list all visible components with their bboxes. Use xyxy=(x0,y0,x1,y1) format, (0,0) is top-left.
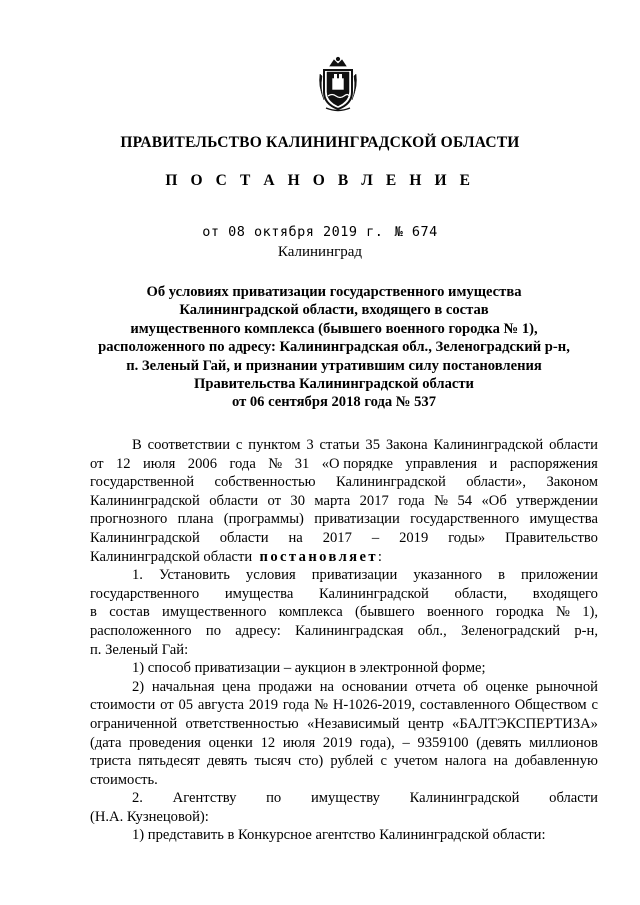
word: продажи xyxy=(258,678,313,695)
word: года xyxy=(398,492,425,509)
paragraph-line xyxy=(90,622,598,641)
word: (девять xyxy=(476,734,522,751)
word: распоряжения xyxy=(509,455,598,472)
coat-of-arms-icon xyxy=(316,56,360,112)
subject-line: от 06 сентября 2018 года № 537 xyxy=(231,394,437,411)
word: приложении xyxy=(520,567,598,584)
word: р-н, xyxy=(574,622,598,639)
document-number: № 674 xyxy=(394,224,438,240)
word: 1), xyxy=(582,604,598,621)
word: Н-1026-2019, xyxy=(332,697,416,714)
word: оценки xyxy=(208,734,253,751)
word: области xyxy=(549,437,598,453)
word: комплекса xyxy=(278,604,343,621)
word: области xyxy=(209,492,259,509)
word: от xyxy=(160,697,174,714)
text-fragment: : xyxy=(377,548,382,565)
word: области xyxy=(219,529,269,546)
word: триста xyxy=(90,753,132,770)
paragraph-line xyxy=(90,789,598,808)
word: 2019 xyxy=(322,734,353,751)
word: Установить xyxy=(158,567,230,584)
word: от xyxy=(90,455,104,472)
word: 9359100 xyxy=(417,734,469,751)
word: области», xyxy=(466,474,526,491)
government-title: ПРАВИТЕЛЬСТВО КАЛИНИНГРАДСКОЙ ОБЛАСТИ xyxy=(120,134,520,151)
word: 31 xyxy=(294,455,310,472)
word: Зеленоградский xyxy=(461,622,561,639)
paragraph-line xyxy=(90,734,598,753)
word: адресу: xyxy=(235,622,281,639)
word: начальная xyxy=(151,678,215,695)
word: тысяч xyxy=(254,753,292,770)
paragraph-line xyxy=(90,436,598,455)
text-fragment: 1) представить в Конкурсное агентство Калининградской области: xyxy=(132,827,546,844)
word: Калининградской xyxy=(335,474,446,491)
word: июля xyxy=(142,455,176,472)
word: 05 xyxy=(178,697,194,714)
word: условия xyxy=(245,567,296,584)
word: ограниченной xyxy=(90,715,178,732)
word: указанного xyxy=(413,567,483,584)
word: 54 xyxy=(457,492,473,509)
word: налога xyxy=(444,753,487,770)
word: № xyxy=(555,604,570,621)
document-date-line xyxy=(0,224,640,241)
word: 30 xyxy=(290,492,305,509)
paragraph-line xyxy=(90,808,598,827)
paragraph-line xyxy=(90,510,598,529)
word: статьи xyxy=(319,437,360,453)
word: приватизации xyxy=(314,511,400,528)
word: № xyxy=(314,697,328,714)
paragraph-line xyxy=(90,715,598,734)
document-body xyxy=(90,436,598,845)
word: имущества xyxy=(224,585,294,602)
paragraph-line xyxy=(90,585,598,604)
word: управления xyxy=(405,455,478,472)
word: 2019 xyxy=(248,697,279,714)
word: основании xyxy=(341,678,408,695)
word: на xyxy=(319,678,335,695)
paragraph-line xyxy=(90,473,598,492)
word: 2) xyxy=(132,678,145,695)
word: – xyxy=(402,734,410,751)
subject-line: имущественного комплекса (бывшего военного городка № 1), xyxy=(130,320,538,337)
subject-line: расположенного по адресу: Калининградская обл., Зеленоградский р-н, xyxy=(98,339,570,356)
word: Калининградской xyxy=(90,529,200,546)
word: «О порядке xyxy=(321,455,393,472)
subject-line: Об условиях приватизации государственного имущества xyxy=(146,284,522,300)
word: № xyxy=(434,492,449,509)
paragraph-line xyxy=(90,529,598,548)
paragraph-line xyxy=(90,826,598,845)
paragraph-line xyxy=(90,603,598,622)
word: года xyxy=(229,455,256,472)
word: плана xyxy=(177,511,214,528)
word: имуществу xyxy=(310,790,380,807)
subject-line: Калининградской области, входящего в состав xyxy=(179,302,489,319)
paragraph-line xyxy=(90,566,598,585)
word: «Независимый xyxy=(306,715,400,732)
word: 12 xyxy=(260,734,276,751)
word: 12 xyxy=(115,455,131,472)
paragraph-line xyxy=(90,455,598,474)
word: входящего xyxy=(532,585,598,602)
word: по xyxy=(266,790,282,807)
word: ответственностью xyxy=(185,715,299,732)
subject-line: п. Зеленый Гай, и признании утратившим силу постановления xyxy=(126,357,542,374)
paragraph-line xyxy=(90,696,598,715)
word: девять xyxy=(206,753,248,770)
word: Правительство xyxy=(505,529,598,546)
word: с xyxy=(380,753,387,770)
word: «Об xyxy=(481,492,507,509)
word: имущественного xyxy=(162,604,267,621)
text-fragment: 1) способ приватизации – аукцион в электронной форме; xyxy=(132,660,486,677)
word: – xyxy=(371,529,380,546)
word: пунктом xyxy=(248,437,301,453)
word: оценке xyxy=(485,678,529,695)
word: 1. xyxy=(132,567,143,584)
word: отчета xyxy=(415,678,456,695)
word: 2. xyxy=(132,790,143,807)
word: года), xyxy=(359,734,395,751)
word: Агентству xyxy=(172,790,237,807)
word: годы» xyxy=(448,529,486,546)
word: Закона xyxy=(385,437,428,453)
word: собственностью xyxy=(214,474,316,491)
document-city: Калининград xyxy=(277,244,363,260)
word: утверждении xyxy=(516,492,598,509)
document-date: от 08 октября 2019 г. xyxy=(202,224,384,240)
word: Калининградской xyxy=(409,790,520,807)
word: Калининградская xyxy=(295,622,404,639)
paragraph-line xyxy=(90,771,598,790)
word: сто) xyxy=(298,753,324,770)
word: миллионов xyxy=(529,734,598,751)
word: 2006 xyxy=(187,455,217,472)
word: состав xyxy=(109,604,150,621)
word: № xyxy=(268,455,283,472)
word: Законом xyxy=(546,474,598,491)
word: прогнозного xyxy=(90,511,168,528)
word: 2017 xyxy=(322,529,352,546)
word: с xyxy=(591,697,598,714)
word: 2017 xyxy=(359,492,389,509)
word: военного xyxy=(426,604,484,621)
word: государственной xyxy=(90,474,195,491)
text-fragment: стоимость. xyxy=(90,771,158,788)
word: обл., xyxy=(417,622,447,639)
word: стоимости xyxy=(90,697,156,714)
word: об xyxy=(463,678,478,695)
word: 2019 xyxy=(399,529,429,546)
paragraph-line xyxy=(90,548,598,567)
word: цена xyxy=(222,678,251,695)
word: (дата xyxy=(90,734,122,751)
word: проведения xyxy=(129,734,201,751)
text-fragment: п. Зеленый Гай: xyxy=(90,641,189,658)
subject-line: Правительства Калининградской области xyxy=(194,376,474,393)
document-type: П О С Т А Н О В Л Е Н И Е xyxy=(165,172,475,189)
word: в xyxy=(90,604,97,621)
word: 3 xyxy=(306,437,314,453)
word: приватизации xyxy=(311,567,398,584)
word: имущества xyxy=(529,511,598,528)
word: учетом xyxy=(394,753,438,770)
word: рыночной xyxy=(535,678,598,695)
word: (программы) xyxy=(223,511,304,528)
paragraph-line xyxy=(90,678,598,697)
word: на xyxy=(288,529,303,546)
word: области xyxy=(549,790,598,807)
word: в xyxy=(498,567,505,584)
document-subject xyxy=(84,283,584,412)
word: области, xyxy=(454,585,507,602)
paragraph-line xyxy=(90,641,598,660)
resolution-verb: постановляет xyxy=(259,548,378,565)
word: составленного xyxy=(419,697,510,714)
word: Калининградской xyxy=(433,437,544,453)
word: 35 xyxy=(365,437,380,453)
word: соответствии xyxy=(147,437,231,453)
word: июля xyxy=(282,734,316,751)
word: марта xyxy=(314,492,351,509)
word: государственного xyxy=(90,585,200,602)
text-fragment: (Н.А. Кузнецовой): xyxy=(90,808,209,825)
word: Калининградской xyxy=(319,585,429,602)
word: августа xyxy=(197,697,245,714)
word: и xyxy=(489,455,498,472)
paragraph-line xyxy=(90,492,598,511)
paragraph-line xyxy=(90,752,598,771)
word: (бывшего xyxy=(355,604,415,621)
word: на xyxy=(493,753,508,770)
word: «БАЛТЭКСПЕРТИЗА» xyxy=(452,715,598,732)
word: от xyxy=(267,492,281,509)
paragraph-line xyxy=(90,659,598,678)
word: Калининградской xyxy=(90,492,200,509)
word: по xyxy=(205,622,221,639)
text-fragment: Калининградской области xyxy=(90,548,253,565)
word: с xyxy=(235,437,243,453)
word: В xyxy=(132,437,142,453)
word: центр xyxy=(407,715,444,732)
word: государственного xyxy=(410,511,520,528)
word: пятьдесят xyxy=(138,753,200,770)
word: расположенного xyxy=(90,622,192,639)
word: рублей xyxy=(330,753,374,770)
word: городка xyxy=(495,604,544,621)
word: добавленную xyxy=(515,753,598,770)
word: Обществом xyxy=(514,697,587,714)
word: года xyxy=(282,697,310,714)
